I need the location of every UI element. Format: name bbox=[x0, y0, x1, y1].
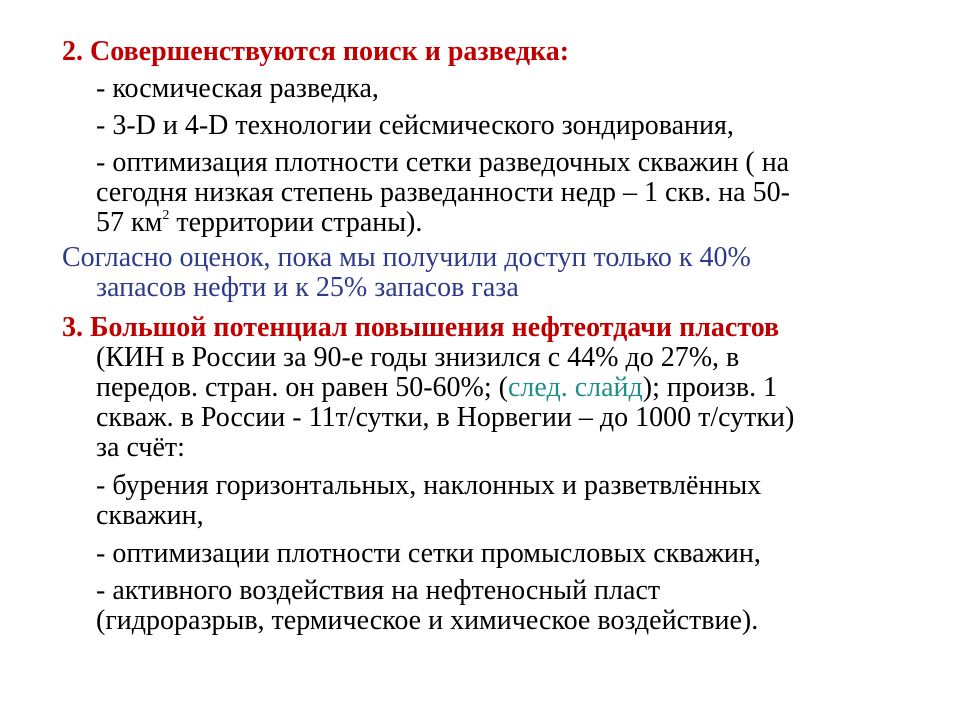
next-slide-link[interactable]: след. слайд bbox=[508, 372, 643, 403]
section2-item-space-recon: - космическая разведка, bbox=[96, 73, 379, 104]
section2-item-seismic: - 3-D и 4-D технологии сейсмического зондирования, bbox=[96, 110, 734, 141]
wells-line3-b: территории страны). bbox=[169, 207, 423, 238]
note-line1: Согласно оценок, пока мы получили доступ только к 40% bbox=[62, 242, 751, 273]
section3-item-stimulation-line1: - активного воздействия на нефтеносный пласт bbox=[96, 575, 661, 606]
section2-item-wells-line2: сегодня низкая степень разведанности недр – 1 скв. на 50- bbox=[96, 177, 790, 208]
note-line2: запасов нефти и к 25% запасов газа bbox=[96, 272, 519, 303]
section3-line3-a: передов. стран. он равен 50-60%; ( bbox=[96, 372, 508, 403]
section3-line3 bbox=[96, 372, 777, 404]
section3-item-stimulation-line2: (гидроразрыв, термическое и химическое воздействие). bbox=[96, 605, 759, 636]
section2-item-wells-line1: - оптимизация плотности сетки разведочных скважин ( на bbox=[96, 147, 790, 178]
section3-heading: 3. Большой потенциал повышения нефтеотдачи пластов bbox=[62, 312, 780, 343]
section3-line2: (КИН в России за 90-е годы знизился с 44% до 27%, в bbox=[96, 342, 740, 373]
wells-line3-a: 57 км bbox=[96, 207, 163, 238]
section3-line3-b: ); произв. 1 bbox=[642, 372, 778, 403]
section3-line4: скваж. в России - 11т/сутки, в Норвегии – до 1000 т/сутки) bbox=[96, 402, 795, 433]
section3-line5: за счёт: bbox=[96, 432, 185, 463]
section2-heading: 2. Совершенствуются поиск и разведка: bbox=[62, 36, 570, 67]
superscript-2: 2 bbox=[162, 208, 170, 223]
section2-item-wells-line3 bbox=[96, 207, 422, 239]
section3-item-drilling-line2: скважин, bbox=[96, 500, 204, 531]
section3-item-drilling-line1: - бурения горизонтальных, наклонных и разветвлённых bbox=[96, 470, 762, 501]
section3-item-density: - оптимизации плотности сетки промысловых скважин, bbox=[96, 538, 761, 569]
